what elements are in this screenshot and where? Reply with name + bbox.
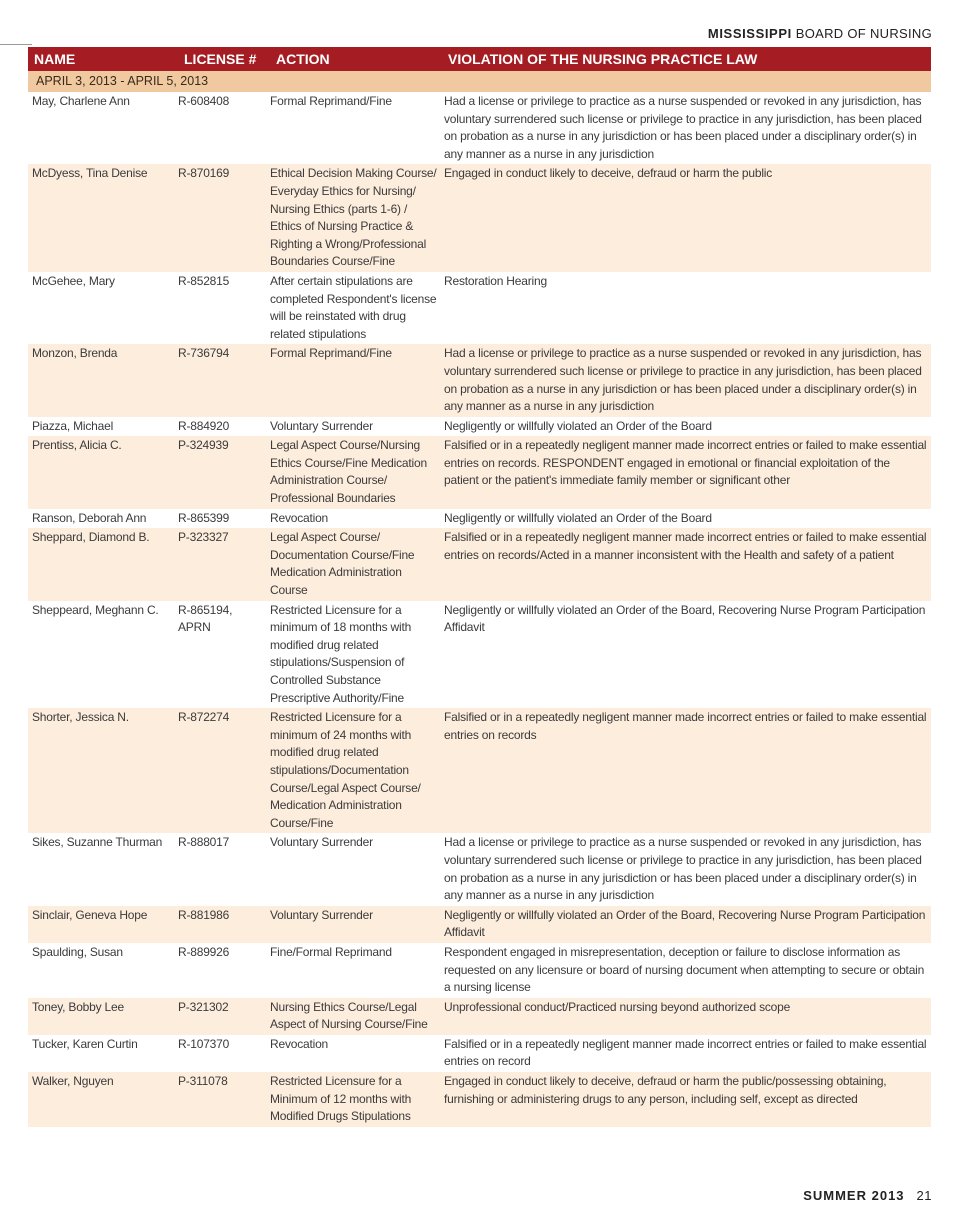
cell-action: After certain stipulations are completed Respondent's license will be reinstated with drug related stipulations: [270, 273, 437, 341]
cell-name: Walker, Nguyen: [28, 1072, 178, 1127]
table-row: [28, 906, 931, 943]
page-footer: [803, 1188, 932, 1203]
cell-license: P-324939: [178, 436, 270, 508]
cell-action: Legal Aspect Course/ Documentation Course/Fine Medication Administration Course: [270, 528, 442, 600]
cell-violation: Had a license or privilege to practice as a nurse suspended or revoked in any jurisdiction, has voluntary surrendered such license or privilege to practice in any jurisdiction, has been placed on probation as a nurse in any jurisdiction or has been placed under a disciplinary order(s) in any manner as a nurse in any jurisdiction: [444, 835, 922, 903]
top-rule: [0, 44, 32, 45]
cell-violation: Negligently or willfully violated an Order of the Board: [444, 510, 712, 525]
cell-violation: Falsified or in a repeatedly negligent manner made incorrect entries or failed to make essential entries on records. RESPONDENT engaged in emotional or financial exploitation of the patient or the patient's immediate family member or significant other: [442, 436, 931, 508]
cell-license: R-888017: [178, 835, 230, 850]
header-name: NAME: [28, 47, 178, 71]
cell-license: P-311078: [178, 1072, 270, 1127]
cell-violation: Engaged in conduct likely to deceive, defraud or harm the public: [442, 164, 931, 272]
cell-action: Revocation: [270, 1036, 329, 1051]
period-label: APRIL 3, 2013 - APRIL 5, 2013: [28, 71, 931, 92]
cell-license: R-608408: [178, 94, 230, 108]
cell-violation: Had a license or privilege to practice as a nurse suspended or revoked in any jurisdiction, has voluntary surrendered such license or privilege to practice in any jurisdiction, has been placed on probation as a nurse in any jurisdiction or has been placed under a disciplinary order(s) in any manner as a nurse in any jurisdiction: [444, 94, 922, 161]
cell-violation: Respondent engaged in misrepresentation, deception or failure to disclose information as requested on any licensure or board of nursing document when attempting to secure or obtain a nursing license: [444, 944, 925, 995]
cell-action: Restricted Licensure for a minimum of 24 months with modified drug related stipulations/Documentation Course/Legal Aspect Course/ Medication Administration Course/Fine: [270, 708, 442, 833]
cell-action: Voluntary Surrender: [270, 906, 442, 943]
table-row: [28, 344, 931, 416]
cell-license: R-889926: [178, 944, 230, 959]
cell-violation: Restoration Hearing: [444, 273, 547, 288]
cell-violation: Unprofessional conduct/Practiced nursing beyond authorized scope: [442, 998, 931, 1035]
cell-name: May, Charlene Ann: [32, 94, 130, 108]
cell-license: R-884920: [178, 418, 230, 433]
cell-action: Formal Reprimand/Fine: [270, 94, 392, 108]
cell-name: Sheppeard, Meghann C.: [32, 602, 159, 617]
table-row: [28, 708, 931, 833]
cell-violation: Negligently or willfully violated an Order of the Board, Recovering Nurse Program Participation Affidavit: [442, 906, 931, 943]
table-row: [28, 528, 931, 600]
cell-license: R-872274: [178, 708, 270, 833]
table-row: [28, 417, 931, 437]
table-row: [28, 509, 931, 529]
table-header-row: [28, 47, 931, 71]
table-row: [28, 436, 931, 508]
table-row: [28, 943, 931, 998]
header-action: ACTION: [270, 47, 442, 71]
page-number: 21: [916, 1188, 932, 1203]
cell-name: Ranson, Deborah Ann: [32, 510, 147, 525]
table-row: [28, 833, 931, 905]
cell-violation: Falsified or in a repeatedly negligent manner made incorrect entries or failed to make essential entries on record: [444, 1036, 927, 1069]
cell-license: R-107370: [178, 1036, 230, 1051]
cell-violation: Falsified or in a repeatedly negligent manner made incorrect entries or failed to make essential entries on records: [442, 708, 931, 833]
masthead-board: BOARD OF NURSING: [795, 26, 932, 41]
cell-action: Ethical Decision Making Course/ Everyday Ethics for Nursing/ Nursing Ethics (parts 1-6) / Ethics of Nursing Practice & Righting a Wrong/Professional Boundaries Course/Fine: [270, 164, 442, 272]
table-row: [28, 1035, 931, 1072]
table-row: [28, 998, 931, 1035]
cell-action: Legal Aspect Course/Nursing Ethics Course/Fine Medication Administration Course/ Professional Boundaries: [270, 436, 442, 508]
cell-license: R-736794: [178, 344, 270, 416]
cell-name: Sinclair, Geneva Hope: [28, 906, 178, 943]
cell-violation: Falsified or in a repeatedly negligent manner made incorrect entries or failed to make essential entries on records/Acted in a manner inconsistent with the Health and safety of a patient: [442, 528, 931, 600]
cell-action: Revocation: [270, 510, 329, 525]
cell-license: P-321302: [178, 998, 270, 1035]
issue-label: SUMMER 2013: [803, 1188, 905, 1203]
header-license: LICENSE #: [178, 47, 270, 71]
cell-license: R-881986: [178, 906, 270, 943]
cell-license: R-852815: [178, 273, 230, 288]
cell-action: Restricted Licensure for a minimum of 18 months with modified drug related stipulations/Suspension of Controlled Substance Prescriptive Authority/Fine: [270, 602, 412, 705]
cell-violation: Engaged in conduct likely to deceive, defraud or harm the public/possessing obtaining, furnishing or administering drugs to any person, including self, except as directed: [442, 1072, 931, 1127]
cell-action: Fine/Formal Reprimand: [270, 944, 392, 959]
cell-name: Tucker, Karen Curtin: [32, 1036, 138, 1051]
masthead-state: MISSISSIPPI: [707, 26, 792, 41]
table-row: [28, 92, 931, 164]
cell-license: R-865399: [178, 510, 230, 525]
cell-action: Voluntary Surrender: [270, 418, 373, 433]
header-violation: VIOLATION OF THE NURSING PRACTICE LAW: [442, 47, 931, 71]
cell-name: Sheppard, Diamond B.: [28, 528, 178, 600]
cell-license: R-865194, APRN: [178, 602, 233, 635]
cell-name: Piazza, Michael: [32, 418, 114, 433]
cell-name: McGehee, Mary: [32, 273, 115, 288]
cell-name: Prentiss, Alicia C.: [28, 436, 178, 508]
cell-violation: Negligently or willfully violated an Order of the Board: [444, 418, 712, 433]
cell-name: McDyess, Tina Denise: [28, 164, 178, 272]
cell-license: P-323327: [178, 528, 270, 600]
table-row: [28, 164, 931, 272]
cell-action: Voluntary Surrender: [270, 835, 373, 850]
cell-violation: Negligently or willfully violated an Order of the Board, Recovering Nurse Program Participation Affidavit: [444, 602, 926, 635]
cell-name: Monzon, Brenda: [28, 344, 178, 416]
disciplinary-actions-table: [28, 47, 931, 1127]
cell-name: Shorter, Jessica N.: [28, 708, 178, 833]
cell-name: Toney, Bobby Lee: [28, 998, 178, 1035]
cell-license: R-870169: [178, 164, 270, 272]
table-row: [28, 272, 931, 344]
period-row: [28, 71, 931, 92]
table-row: [28, 1072, 931, 1127]
cell-violation: Had a license or privilege to practice as a nurse suspended or revoked in any jurisdiction, has voluntary surrendered such license or privilege to practice in any jurisdiction, has been placed on probation as a nurse in any jurisdiction or has been placed under a disciplinary order(s) in any manner as a nurse in any jurisdiction: [442, 344, 931, 416]
cell-action: Restricted Licensure for a Minimum of 12 months with Modified Drugs Stipulations: [270, 1072, 442, 1127]
cell-name: Spaulding, Susan: [32, 944, 123, 959]
cell-action: Formal Reprimand/Fine: [270, 344, 442, 416]
cell-name: Sikes, Suzanne Thurman: [32, 835, 163, 850]
cell-action: Nursing Ethics Course/Legal Aspect of Nursing Course/Fine: [270, 998, 442, 1035]
masthead: [708, 26, 932, 41]
table-row: [28, 601, 931, 709]
